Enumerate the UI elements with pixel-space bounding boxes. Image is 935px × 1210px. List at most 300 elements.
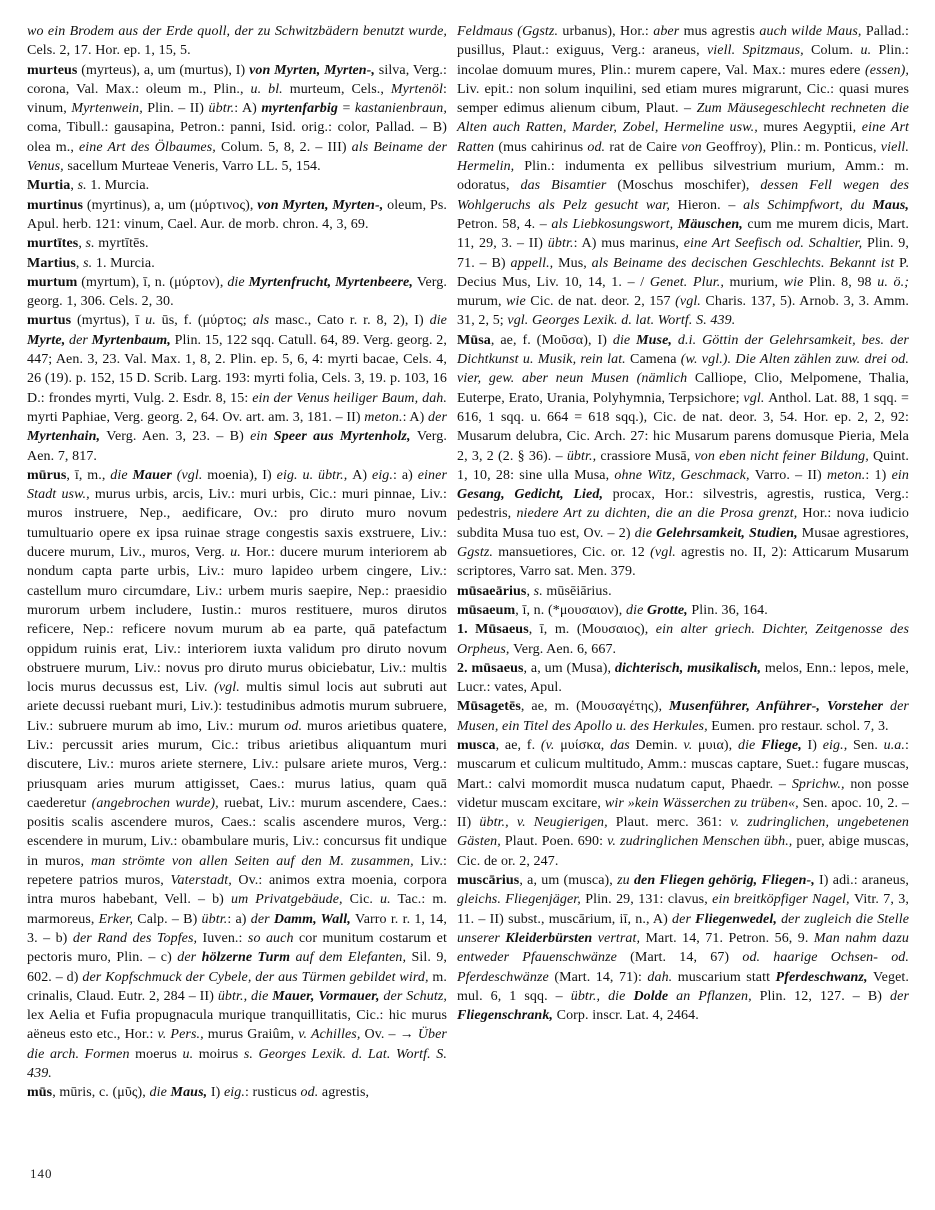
entry-text-run: myrtenfarbig — [261, 101, 343, 117]
entry-text-run: die — [634, 525, 657, 541]
entry-text-run: meton. — [364, 409, 403, 425]
entry-text-run: Eumen. pro restaur. schol. 7, 3. — [711, 718, 889, 734]
entry-text-run: murtus — [27, 313, 77, 329]
entry-text-run: die — [626, 602, 648, 618]
entry-text-run: Tac.: m. marmoreus, — [27, 892, 447, 927]
entry-text-run: an Pflanzen, — [676, 988, 760, 1004]
entry-text-run: s. — [85, 236, 95, 252]
entry-text-run: auf dem Elefanten, — [295, 950, 412, 966]
entry-text-run: der Musen, ein Titel des Apollo u. des Herkules, — [457, 699, 909, 734]
entry-text-run: (Moschus moschifer), — [617, 178, 761, 194]
entry-text-run: ein — [250, 429, 274, 445]
entry-text-run: v. zudringlichen Menschen übh., — [607, 834, 797, 850]
entry-text-run: Ggstz. — [457, 545, 499, 561]
dictionary-entry — [27, 254, 447, 273]
entry-text-run: als — [252, 313, 275, 329]
entry-text-run: um Privatgebäude, — [230, 892, 350, 908]
entry-text-run: non posse videtur muscam excitare, — [457, 776, 909, 811]
entry-text-run: masc., Cato r. r. 8, 2), I) — [275, 313, 430, 329]
entry-text-run: : vinum, — [27, 81, 447, 117]
entry-text-run: Plin. 8, 98 — [809, 274, 878, 290]
entry-text-run: (angebrochen wurde), — [91, 795, 225, 811]
right-column — [457, 22, 909, 1025]
entry-text-run: Kleiderbürsten — [505, 930, 598, 946]
entry-text-run: murtum — [27, 274, 82, 290]
entry-text-run: Myrtenwein, — [71, 101, 148, 117]
entry-text-run: murus Graiûm, — [207, 1027, 299, 1043]
entry-text-run: Myrte, — [27, 332, 69, 348]
entry-text-run: die — [429, 313, 447, 329]
entry-text-run: Demin. — [635, 737, 684, 753]
dictionary-entry — [27, 22, 447, 61]
entry-text-run: , a, um (musca), — [519, 873, 618, 889]
entry-text-run: cor munitum costarum et pectoris muro, Plin. – c) — [27, 930, 447, 966]
entry-text-run: als Beiname des decischen Geschlechts. Bekannt ist — [591, 255, 900, 271]
entry-text-run: die — [737, 737, 762, 753]
entry-text-run: Vaterstadt, — [170, 873, 239, 889]
entry-text-run: (vgl. — [675, 294, 706, 310]
entry-text-run: ein breitköpfiger Nagel, — [712, 892, 854, 908]
entry-text-run: mūsaeārius — [457, 583, 527, 599]
entry-text-run: Calp. – B) — [137, 911, 202, 927]
entry-text-run: Mūsa — [457, 332, 491, 348]
entry-text-run: übtr. — [547, 236, 574, 252]
entry-text-run: Myrtenhain, — [27, 429, 107, 445]
dictionary-entry — [457, 697, 909, 736]
entry-text-run: Plin. 36, 164. — [691, 602, 768, 618]
dictionary-entry — [27, 1083, 447, 1102]
entry-text-run: Musae agrestiores, — [801, 525, 909, 541]
entry-text-run: (vgl. — [176, 467, 208, 483]
dictionary-entry — [457, 659, 909, 698]
entry-text-run: silva, Verg.: corona, Val. Max.: oleum m., Plin., — [27, 62, 447, 97]
entry-text-run: der Kopfschmuck der Cybele, der aus Türmen gebildet wird, — [82, 969, 433, 985]
entry-text-run: Myrtenbaum, — [91, 332, 175, 348]
entry-text-run: Speer aus Myrtenholz, — [273, 429, 417, 445]
entry-text-run: , ī, m. (Μουσαιος), — [528, 622, 656, 638]
entry-text-run: wo ein Brodem aus der Erde quoll, der zu Schwitzbädern benutzt wurde, — [27, 24, 447, 39]
entry-text-run: von — [681, 139, 706, 155]
entry-text-run: mūsaeum — [457, 602, 516, 618]
entry-text-run: 2. mūsaeus — [457, 660, 524, 676]
entry-text-run: Cels. 2, 17. Hor. ep. 1, 15, 5. — [27, 43, 191, 59]
entry-text-run: Plin. 9, 71. – B) — [457, 236, 909, 271]
entry-text-run: eine Art des Ölbaumes, — [78, 139, 221, 155]
entry-text-run: der — [428, 409, 447, 425]
entry-text-run: Liv. epit.: non solum inquilini, sed etiam mures migrarunt, Cic.: quasi mures semper edimus alienum cibum, Plaut. – — [457, 81, 909, 117]
entry-text-run: moenia), I) — [207, 467, 277, 483]
entry-text-run: (w. vgl.). Die Alten zählen zuw. drei od. vier, gew. aber neun Musen (nämlich — [457, 352, 910, 387]
entry-text-run: Verg. georg. 1, 306. Cels. 2, 30. — [27, 274, 447, 310]
entry-text-run: Liv.: repetere patrios muros, — [27, 853, 448, 889]
entry-text-run: von Myrten, Myrten-, — [257, 197, 388, 213]
entry-text-run: P. Decius Mus, Liv. 10, 14, 1. – / — [457, 255, 909, 290]
entry-text-run: Fliege, — [761, 737, 808, 753]
entry-text-run: Über die arch. Formen — [27, 1027, 447, 1062]
entry-text-run: u. — [182, 1046, 194, 1062]
entry-text-run: mūsēiārius. — [542, 583, 612, 599]
entry-text-run: der Rand des Topfes, — [72, 930, 203, 946]
entry-text-run: moirus — [193, 1046, 244, 1062]
entry-text-run: Iuven.: — [202, 930, 248, 946]
entry-text-run: (myrteus), a, um (murtus), I) — [81, 62, 250, 78]
entry-text-run: Anthol. Lat. 88, 1 sqq. = 616, 1 sqq. u. 664 = 618 sqq.), Cic. de nat. deor. 3, 54. Hor. ep. 2, 2, 92: Musarum delubra, Cic. Arch. 27: hic Musarum parens domusque Pieria, Mela 2, 3, 2 (2. § 36). – — [457, 390, 910, 464]
entry-text-run: Sen. apoc. 10, 2. – II) — [457, 795, 910, 831]
entry-text-run: : 1) — [865, 467, 892, 483]
entry-text-run: eine Art Ratten — [457, 120, 909, 155]
entry-text-run: eig. — [372, 467, 394, 483]
entry-text-run: mus agrestis — [683, 24, 760, 39]
entry-text-run: Geoffroy), Plin.: m. Ponticus, — [705, 139, 881, 155]
entry-text-run: von eben nicht feiner Bildung, — [694, 448, 873, 464]
entry-text-run: Feldmaus (Ggstz. — [457, 24, 563, 39]
entry-text-run: hölzerne Turm — [201, 950, 296, 966]
entry-text-run: Sprichw., — [791, 776, 851, 792]
entry-text-run: der zugleich die Stelle unserer — [457, 911, 910, 946]
entry-text-run: I) adi.: araneus, — [819, 873, 909, 889]
entry-text-run: Erker, — [98, 911, 138, 927]
entry-text-run: , — [75, 255, 84, 271]
entry-text-run: Sil. 9, 602. – d) — [27, 950, 448, 985]
entry-text-run: melos, Enn.: lepos, mele, Lucr.: vates, Apul. — [457, 660, 909, 696]
entry-text-run: übtr., die — [217, 988, 273, 1004]
entry-text-run: urbanus), Hor.: — [562, 24, 654, 39]
entry-text-run: die — [227, 274, 249, 290]
entry-text-run: der — [672, 911, 696, 927]
dictionary-entry — [457, 582, 909, 601]
entry-text-run: Verg. Aen. 7, 817. — [27, 429, 447, 464]
entry-text-run: eig., — [822, 737, 854, 753]
entry-text-run: der Schutz, — [383, 988, 447, 1004]
entry-text-run: als Schimpfwort, du — [743, 197, 873, 213]
entry-text-run: muscārius — [457, 873, 520, 889]
entry-text-run: dichterisch, musikalisch, — [614, 660, 765, 676]
entry-text-run: (myrtus), ī — [76, 313, 146, 329]
entry-text-run: murtītes — [27, 236, 79, 252]
entry-text-run: , — [78, 236, 86, 252]
entry-text-run: Plaut. merc. 361: — [615, 815, 731, 831]
entry-text-run: , ae, f. — [495, 737, 541, 753]
entry-text-run: I) — [807, 737, 823, 753]
entry-text-run: A) — [352, 467, 372, 483]
entry-text-run: Mūsagetēs — [457, 699, 521, 715]
entry-text-run: I) — [210, 1085, 224, 1101]
entry-text-run: mures Aegyptii, — [763, 120, 862, 136]
dictionary-entry — [457, 331, 909, 582]
entry-text-run: Maus, — [170, 1085, 211, 1101]
entry-text-run: mūs — [27, 1085, 53, 1101]
entry-text-run: murus urbis, arcis, Liv.: muri urbis, Cic.: muri pinnae, Liv.: muros instruere, Nep., aedificare, Ov.: pro diruto muro novum tumultuario opere ex ipsa ruinae strage congestis saxis exstruere, Liv.: ducere murum, Liv., muros, Verg. — [27, 487, 447, 561]
entry-text-run: lex Aelia et Fufia propugnacula murique tranquillitatis, Cic.: hic murus aëneus esto etc., Hor.: — [27, 1008, 447, 1043]
left-column — [27, 22, 447, 1103]
entry-text-run: Damm, Wall, — [273, 911, 356, 927]
entry-text-run: Gelehrsamkeit, Studien, — [656, 525, 802, 541]
entry-text-run: μυια), — [697, 737, 738, 753]
entry-text-run: rat de Caire — [605, 139, 682, 155]
entry-text-run: , ī, n. (*μουσαιον), — [515, 602, 626, 618]
entry-text-run: muros arietibus quatere, Liv.: percussit aries murum, Cic.: tribus arietibus aliquantum muri discutere, Liv.: muros ariete sternere, Liv.: pulsare ariete muros, Verg.: priusquam aries murum attigisset, Caes.: murus latius, quam quā caederetur — [27, 718, 447, 811]
entry-text-run: d.i. Göttin der Gelehrsamkeit, bes. der Dichtkunst u. Musik, rein lat. — [457, 332, 909, 368]
entry-text-run: (vgl. — [650, 545, 682, 561]
entry-text-run: Mauer, Vormauer, — [272, 988, 384, 1004]
entry-text-run: 1. Murcia. — [86, 178, 150, 194]
entry-text-run: Plin. 12, 127. – B) — [759, 988, 891, 1004]
entry-text-run: ein alter griech. Dichter, Zeitgenosse des Orpheus, — [457, 622, 909, 657]
entry-text-run: wie — [783, 274, 809, 290]
entry-text-run: musca — [457, 737, 496, 753]
entry-text-run: u. — [380, 892, 391, 908]
entry-text-run: , — [526, 583, 534, 599]
entry-text-run: Petron. 58, 4. – — [457, 216, 552, 232]
entry-text-run: wir »kein Wässerchen zu trüben«, — [604, 795, 803, 811]
entry-text-run: myrtītēs. — [94, 236, 149, 252]
entry-text-run: die — [612, 332, 637, 348]
entry-text-run: niedere Art zu dichten, die an die Prosa grenzt, — [516, 506, 803, 522]
dictionary-entry — [457, 736, 909, 871]
entry-text-run: der — [177, 950, 202, 966]
entry-text-run: muscarium statt — [677, 969, 776, 985]
entry-text-run: Dolde — [633, 988, 677, 1004]
entry-text-run: Pferdeschwanz, — [775, 969, 874, 985]
entry-text-run: Calliope, Clio, Melpomene, Thalia, Euterpe, Erato, Urania, Polyhymnia, Terpsichore; — [457, 371, 910, 406]
entry-text-run: u. bl. — [250, 81, 290, 97]
entry-text-run: aber — [653, 24, 684, 39]
entry-text-run: ūs, f. (μύρτος; — [155, 313, 253, 329]
entry-text-run: : rusticus — [244, 1085, 301, 1101]
entry-text-run: murteus — [27, 62, 82, 78]
entry-text-run: auch wilde Maus, — [759, 24, 866, 39]
entry-text-run: Cic. de nat. deor. 2, 157 — [530, 294, 676, 310]
dictionary-entry — [457, 620, 909, 659]
entry-text-run: 1. Mūsaeus — [457, 622, 529, 638]
entry-text-run: : a) — [227, 911, 251, 927]
entry-text-run: u. ö.; — [877, 274, 910, 290]
entry-text-run: Hor.: nova iudicio subdita Musa tuo est, Ov. – 2) — [457, 506, 909, 541]
page-number: 140 — [30, 1166, 53, 1181]
entry-text-run: s. — [83, 255, 93, 271]
entry-text-run: Plin. 15, 122 sqq. Catull. 64, 89. Verg. georg. 2, 447; Aen. 3, 23. Val. Max. 1, 8, 2. Plin. ep. 5, 6, 4: myrti bacae, Cels. 4, 26 (19). p. 152, 15 D. Scrib. Larg. 193: myrti folia, Cels. 3, 19. p. 103, 16 D.: frondes myrti, Vulg. 2. Esdr. 8, 15: — [27, 332, 447, 406]
entry-text-run: (Mart. 14, 67) — [630, 950, 743, 966]
entry-text-run: Cic. — [349, 892, 381, 908]
entry-text-run: das — [610, 737, 636, 753]
entry-text-run: wie — [506, 294, 531, 310]
entry-text-run: vertrat, — [597, 930, 646, 946]
entry-text-run: u. — [145, 313, 156, 329]
entry-text-run: (mus cahirinus — [498, 139, 588, 155]
entry-text-run: Charis. 137, 5). Arnob. 3, 3. Amm. 31, 2, 5; — [457, 294, 910, 329]
entry-text-run: v. — [683, 737, 698, 753]
entry-text-run: Camena — [630, 352, 681, 368]
entry-text-run: übtr., — [566, 448, 601, 464]
entry-text-run: dah. — [647, 969, 678, 985]
entry-text-run: mūrus — [27, 467, 67, 483]
entry-text-run: Man nahm dazu entweder Pfauenschwänze — [457, 930, 909, 966]
entry-text-run: s. — [533, 583, 543, 599]
entry-text-run: der — [250, 911, 274, 927]
entry-text-run: übtr., v. Neugierigen, — [479, 815, 616, 831]
entry-text-run: v. Achilles, — [298, 1027, 365, 1043]
entry-text-run: (Mart. 14, 71): — [554, 969, 648, 985]
entry-text-run: s. Georges Lexik. d. Lat. Wortf. S. 439. — [27, 1046, 447, 1082]
entry-text-run: eine Art Seefisch od. Schaltier, — [683, 236, 867, 252]
entry-text-run: Mauer — [132, 467, 177, 483]
entry-text-run: Myrtenöl — [390, 81, 443, 97]
entry-text-run: Gesang, Gedicht, Lied, — [457, 487, 613, 503]
dictionary-entry — [27, 234, 447, 253]
entry-text-run: viell. Spitzmaus, — [706, 43, 811, 59]
entry-text-run: od. — [284, 718, 308, 734]
entry-text-run: 1. Murcia. — [92, 255, 155, 271]
entry-text-run: Plaut. Poen. 690: — [504, 834, 608, 850]
entry-text-run: murium, — [729, 274, 784, 290]
entry-text-run: gleichs. Fliegenjäger, — [457, 892, 586, 908]
entry-text-run: (v. — [540, 737, 561, 753]
entry-text-run: Quint. 1, 10, 28: sine ulla Musa, — [457, 448, 909, 483]
entry-text-run: cum me murem dicis, Mart. 11, 29, 3. – II) — [457, 216, 909, 252]
entry-text-run: Fliegenschrank, — [457, 1008, 557, 1024]
entry-text-run: Plin. – II) — [147, 101, 209, 117]
entry-text-run: übtr. — [201, 911, 228, 927]
entry-text-run: als Liebkosungswort, — [551, 216, 678, 232]
entry-text-run: procax, Hor.: silvestris, agrestis, rustica, Verg.: pedestris, — [457, 487, 909, 522]
entry-text-run: Myrtenfrucht, Myrtenbeere, — [248, 274, 417, 290]
entry-text-run: v. zudringlichen, ungebetenen Gästen, — [457, 815, 909, 850]
entry-text-run: Martius — [27, 255, 76, 271]
entry-text-run: dessen Fell wegen des Wohlgeruchs als Pelz gesucht war, — [457, 178, 910, 213]
entry-text-run: Pallad.: pusillus, Plaut.: exiguus, Verg.: araneus, — [457, 24, 909, 59]
entry-text-run: u. — [230, 545, 241, 561]
entry-text-run: multis simul locis aut subruti aut ariete decussi ruebant muri, Liv.): testudinibus admotis murum subruere, Liv.: subruere murum ab imo, Liv.: murum — [27, 680, 447, 734]
entry-text-run: ein — [891, 467, 910, 483]
entry-text-run: Grotte, — [647, 602, 692, 618]
entry-text-run: Genet. Plur., — [649, 274, 730, 290]
entry-text-run: s. — [77, 178, 87, 194]
entry-text-run: , ae, m. (Μουσαγέτης), — [520, 699, 669, 715]
entry-text-run: Colum. — [811, 43, 861, 59]
entry-text-run: od. — [587, 139, 606, 155]
entry-text-run: , — [70, 178, 78, 194]
entry-text-run: Sen. — [853, 737, 884, 753]
entry-text-run: Verg. Aen. 3, 23. – B) — [106, 429, 251, 445]
entry-text-run: sacellum Murteae Veneris, Varro LL. 5, 154. — [67, 159, 321, 175]
entry-text-run: , ī, m., — [66, 467, 111, 483]
entry-text-run: u. — [860, 43, 872, 59]
dictionary-entry — [457, 22, 909, 331]
entry-text-run: , ae, f. (Μοῦσα), I) — [490, 332, 613, 348]
entry-text-run: meton. — [827, 467, 866, 483]
entry-text-run: : A) — [234, 101, 262, 117]
entry-text-run: viell. Hermelin, — [457, 139, 909, 175]
entry-text-run: appell., — [510, 255, 559, 271]
entry-text-run: murum, — [457, 294, 507, 310]
entry-text-run: Verg. Aen. 6, 667. — [513, 641, 617, 657]
entry-text-run: Zum Mäusegeschlecht rechneten die Alten auch Ratten, Marder, Zobel, Hermeline usw., — [457, 101, 909, 136]
entry-text-run: der — [68, 332, 92, 348]
entry-text-run: vgl. Georges Lexik. d. lat. Wortf. S. 439. — [507, 313, 736, 329]
entry-text-run: vgl. — [743, 390, 769, 406]
entry-text-run: myrti Paphiae, Verg. georg. 2, 64. Ov. art. am. 3, 181. – II) — [27, 409, 365, 425]
dictionary-entry — [27, 196, 447, 235]
entry-text-run: den Fliegen gehörig, Fliegen-, — [633, 873, 820, 889]
dictionary-entry — [27, 466, 447, 1084]
entry-text-run: übtr., die — [570, 988, 634, 1004]
entry-text-run: : muscarum et culicum multitudo, Amm.: muscas captare, Suet.: fugare muscas, Mart.: calvi momordit musca nudatum caput, Phaedr. – — [457, 737, 910, 792]
dictionary-entry — [27, 273, 447, 312]
entry-text-run: agrestis no. II, 2): Atticarum Musarum scriptores, Varro sat. Men. 379. — [457, 545, 909, 580]
entry-text-run: Musenführer, Anführer-, Vorsteher — [669, 699, 891, 715]
entry-text-run: Fliegenwedel, — [695, 911, 782, 927]
entry-text-run: als Beiname der Venus, — [27, 139, 447, 175]
entry-text-run: , mūris, c. (μῦς), — [52, 1085, 150, 1101]
entry-text-run: von Myrten, Myrten-, — [249, 62, 379, 78]
entry-text-run: Mäuschen, — [677, 216, 748, 232]
entry-text-run: kastanienbraun, — [354, 101, 447, 117]
entry-text-run: ohne Witz, Geschmack, — [614, 467, 755, 483]
dictionary-entry — [457, 601, 909, 620]
entry-text-run: ein der Venus heiliger Baum, dah. — [252, 390, 447, 406]
entry-text-run: die — [110, 467, 133, 483]
entry-text-run: , a, um (Musa), — [523, 660, 615, 676]
entry-text-run: m. crinalis, Claud. Eutr. 2, 284 – II) — [27, 969, 447, 1004]
entry-text-run: v. Pers., — [157, 1027, 208, 1043]
entry-text-run: Mart. 14, 71. Petron. 56, 9. — [645, 930, 814, 946]
entry-text-run: Plin.: indumenta ex pellibus silvestrium murium, Amm.: m. odoratus, — [457, 159, 909, 194]
entry-text-run: agrestis, — [321, 1085, 370, 1101]
entry-text-run: moerus — [135, 1046, 183, 1062]
entry-text-run: man strömte von allen Seiten auf den M. zusammen, — [90, 853, 421, 869]
entry-text-run: murtinus — [27, 197, 87, 213]
entry-text-run: (vgl. — [214, 680, 247, 696]
entry-text-run: od. haarige Ochsen- od. Pferdeschwänze — [457, 950, 909, 985]
entry-text-run: Plin.: incolae domuum mures, Plin.: murem capere, Val. Max.: mures edere — [457, 43, 910, 78]
entry-text-run: Hor.: ducere murum interiorem ab nondum capta parte urbis, Liv.: muro lapideo urbem cingere, Liv.: castellum muro circumdare, Liv.: urbem muris saepire, Nep.: praesidio murorum urbem includere, Iustin.: muros restituere, muros dirutos reficere, Nep.: reficere novum murum ab ea parte, quā patefactum oppidum ruinis erat, Liv.: interiorem iuxta validum pro diruto novum obstruere murum, Liv.: novus pro diruto murus obiciebatur, Liv.: multis locis murus decussus est, Liv. — [27, 545, 447, 696]
dictionary-entry — [27, 311, 447, 465]
entry-text-run: = — [342, 101, 355, 117]
entry-text-run: der — [890, 988, 909, 1004]
entry-text-run: Ov. – → — [364, 1027, 418, 1043]
entry-text-run: coma, Tibull.: gausapina, Petron.: panni, Isid. orig.: color, Pallad. – B) olea m., — [27, 120, 447, 155]
entry-text-run: eig. u. übtr., — [276, 467, 353, 483]
entry-text-run: : a) — [393, 467, 418, 483]
entry-text-run: (myrtum), ī, n. (μύρτον), — [81, 274, 228, 290]
entry-text-run: übtr. — [208, 101, 235, 117]
entry-text-run: Ov.: animos extra moenia, corpora intra muros habebant, Vell. – b) — [27, 873, 447, 908]
dictionary-entry — [27, 176, 447, 195]
entry-text-run: : A) — [402, 409, 429, 425]
entry-text-run: Vitr. 7, 3, 11. – II) subst., muscārium, iī, n., A) — [457, 892, 909, 927]
entry-text-run: eig. — [223, 1085, 245, 1101]
entry-text-run: Veget. mul. 6, 1 sqq. – — [457, 969, 909, 1004]
entry-text-run: Colum. 5, 8, 2. – III) — [220, 139, 352, 155]
entry-text-run: das Bisamtier — [520, 178, 618, 194]
entry-text-run: zu — [617, 873, 634, 889]
entry-text-run: ruebat, Liv.: murum ascendere, Caes.: positis scalis ascendere muros, Caes.: scalis ascendere muros, Verg.: escendere in murum, Liv.: obambulare muris, Liv.: concursus fit undique in muros, — [27, 795, 447, 869]
entry-text-run: Muse, — [636, 332, 678, 348]
entry-text-run: mansuetiores, Cic. or. 12 — [498, 545, 651, 561]
entry-text-run: crassiore Musā, — [600, 448, 695, 464]
entry-text-run: Varro r. r. 1, 14, 3. – b) — [27, 911, 448, 946]
entry-text-run: (myrtinus), a, um (μύρτινος), — [86, 197, 258, 213]
entry-text-run: die — [149, 1085, 171, 1101]
entry-text-run: murteum, Cels., — [289, 81, 391, 97]
entry-text-run: Corp. inscr. Lat. 4, 2464. — [556, 1008, 699, 1024]
entry-text-run: einer Stadt usw., — [27, 467, 447, 503]
dictionary-entry — [457, 871, 909, 1025]
entry-text-run: Hieron. – — [677, 197, 744, 213]
entry-text-run: so auch — [247, 930, 299, 946]
entry-text-run: od. — [300, 1085, 322, 1101]
entry-text-run: Maus, — [872, 197, 909, 213]
